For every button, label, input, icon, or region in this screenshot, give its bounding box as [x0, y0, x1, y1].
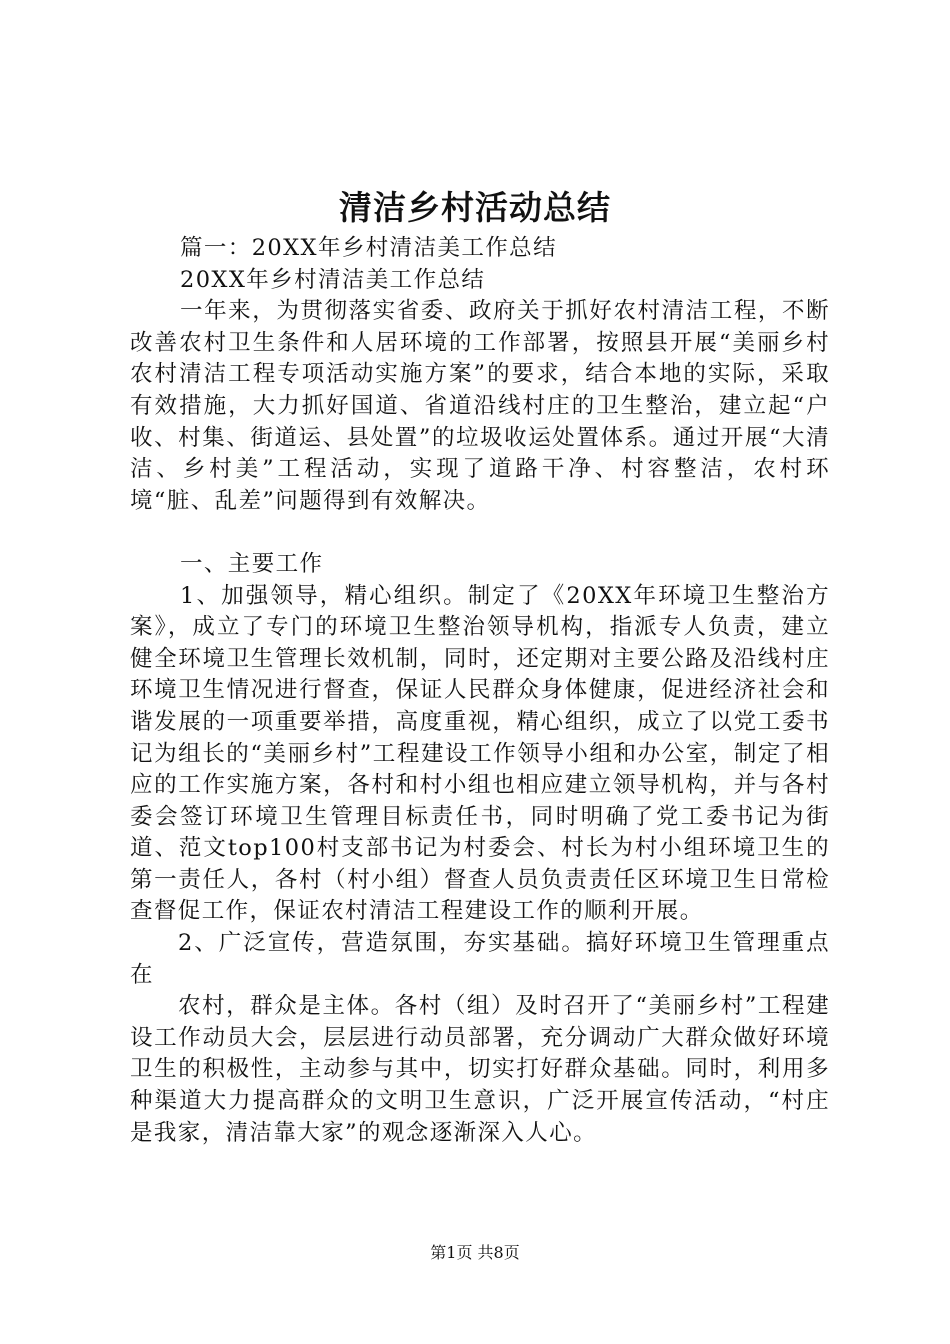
document-title: 清洁乡村活动总结 — [339, 188, 611, 227]
work-item-2-continued-paragraph: 农村，群众是主体。各村（组）及时召开了“美丽乡村”工程建设工作动员大会，层层进行动员部署，充分调动广大群众做好环境卫生的积极性，主动参与其中，切实打好群众基础。同时，利用多种渠道大力提高群众的文明卫生意识，广泛开展宣传活动，“村庄是我家，清洁靠大家”的观念逐渐深入人心。 — [130, 993, 830, 1146]
paragraph-gap — [130, 517, 830, 549]
section-heading-part-one: 篇一：20XX年乡村清洁美工作总结 — [180, 235, 557, 261]
sub-title: 20XX年乡村清洁美工作总结 — [180, 266, 486, 293]
section-heading-main-work: 一、主要工作 — [180, 550, 324, 577]
intro-paragraph: 一年来，为贯彻落实省委、政府关于抓好农村清洁工程，不断改善农村卫生条件和人居环境的工作部署，按照县开展“美丽乡村农村清洁工程专项活动实施方案”的要求，结合本地的实际，采取有效措施，大力抓好国道、省道沿线村庄的卫生整治，建立起“户收、村集、街道运、县处置”的垃圾收运处置体系。通过开展“大清洁、乡村美”工程活动，实现了道路干净、村容整洁，农村环境“脏、乱差”问题得到有效解决。 — [130, 298, 830, 514]
page-indicator: 第1页 共8页 — [430, 1243, 520, 1262]
work-item-2-paragraph: 2、广泛宣传，营造氛围，夯实基础。搞好环境卫生管理重点在 — [130, 930, 830, 988]
work-item-1-paragraph: 1、加强领导，精心组织。制定了《20XX年环境卫生整治方案》，成立了专门的环境卫生整治领导机构，指派专人负责，建立健全环境卫生管理长效机制，同时，还定期对主要公路及沿线村庄环境卫生情况进行督查，保证人民群众身体健康，促进经济社会和谐发展的一项重要举措，高度重视，精心组织，成立了以党工委书记为组长的“美丽乡村”工程建设工作领导小组和办公室，制定了相应的工作实施方案，各村和村小组也相应建立领导机构，并与各村委会签订环境卫生管理目标责任书，同时明确了党工委书记为街道、范文top100村支部书记为村委会、村长为村小组环境卫生的第一责任人，各村（村小组）督查人员负责责任区环境卫生日常检查督促工作，保证农村清洁工程建设工作的顺利开展。 — [130, 582, 830, 925]
document-body — [130, 233, 830, 1149]
